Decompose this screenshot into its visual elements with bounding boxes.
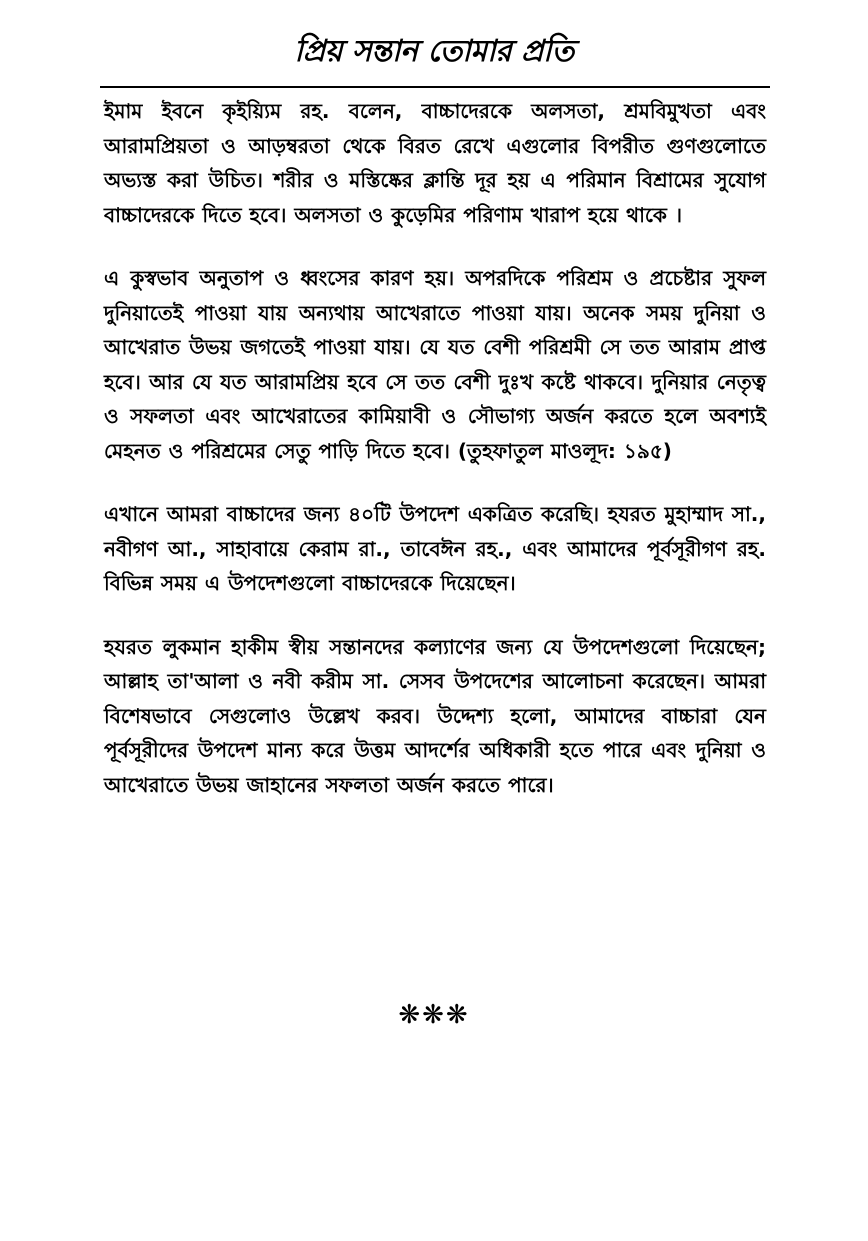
paragraph-2: এ কুস্বভাব অনুতাপ ও ধ্বংসের কারণ হয়। অপরদিকে পরিশ্রম ও প্রচেষ্টার সুফল দুনিয়াতেই পাওয়া যায় অন্যথায় আখেরাতে পাওয়া যায়। অনেক সময় দুনিয়া ও আখেরাত উভয় জগতেই পাওয়া যায়। যে যত বেশী পরিশ্রমী সে তত আরাম প্রাপ্ত হবে। আর যে যত আরামপ্রিয় হবে সে তত বেশী দুঃখ কষ্টে থাকবে। দুনিয়ার নেতৃত্ব ও সফলতা এবং আখেরাতের কামিয়াবী ও সৌভাগ্য অর্জন করতে হলে অবশ্যই মেহনত ও পরিশ্রমের সেতু পাড়ি দিতে হবে। (তুহফাতুল মাওলূদ: ১৯৫) — [104, 266, 766, 463]
page-title: প্রিয় সন্তান তোমার প্রতি — [294, 34, 574, 69]
paragraph-1: ইমাম ইবনে কৃইয়্যিম রহ. বলেন, বাচ্চাদেরকে অলসতা, শ্রমবিমুখতা এবং আরামপ্রিয়তা ও আড়ম্বরতা থেকে বিরত রেখে এগুলোর বিপরীত গুণগুলোতে অভ্যস্ত করা উচিত। শরীর ও মস্তিষ্কের ক্লান্তি দূর হয় এ পরিমান বিশ্রামের সুযোগ বাচ্চাদেরকে দিতে হবে। অলসতা ও কুড়েমির পরিণাম খারাপ হয়ে থাকে । — [104, 99, 766, 227]
body-text — [104, 94, 766, 831]
section-end-ornament-icon: ❋❋❋ — [398, 1000, 470, 1030]
paragraph-4: হযরত লুকমান হাকীম স্বীয় সন্তানদের কল্যাণের জন্য যে উপদেশগুলো দিয়েছেন; আল্লাহ তা'আলা ও নবী করীম সা. সেসব উপদেশের আলোচনা করেছেন। আমরা বিশেষভাবে সেগুলোও উল্লেখ করব। উদ্দেশ্য হলো, আমাদের বাচ্চারা যেন পূর্বসূরীদের উপদেশ মান্য করে উত্তম আদর্শের অধিকারী হতে পারে এবং দুনিয়া ও আখেরাতে উভয় জাহানের সফলতা অর্জন করতে পারে। — [104, 634, 766, 797]
header-divider — [100, 86, 770, 88]
paragraph-3: এখানে আমরা বাচ্চাদের জন্য ৪০টি উপদেশ একত্রিত করেছি। হযরত মুহাম্মাদ সা., নবীগণ আ., সাহাবায়ে কেরাম রা., তাবেঈন রহ., এবং আমাদের পূর্বসূরীগণ রহ. বিভিন্ন সময় এ উপদেশগুলো বাচ্চাদেরকে দিয়েছেন। — [104, 502, 766, 595]
